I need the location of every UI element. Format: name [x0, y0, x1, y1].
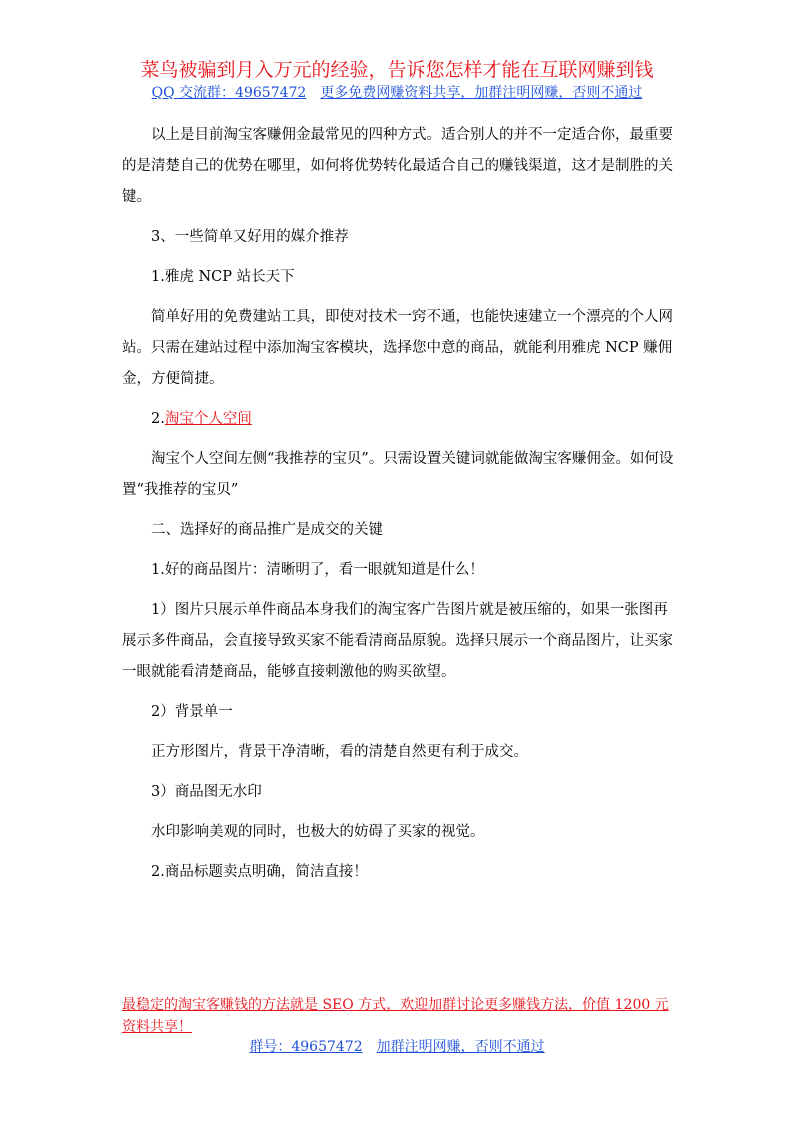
- paragraph: 正方形图片，背景干净清晰，看的清楚自然更有利于成交。: [151, 744, 528, 760]
- footer-group-link[interactable]: 群号：49657472: [249, 1039, 363, 1055]
- header-title: 菜鸟被骗到月入万元的经验，告诉您怎样才能在互联网赚到钱: [140, 59, 654, 81]
- list-item: 1.雅虎 NCP 站长天下: [151, 269, 295, 285]
- section-heading: 3、一些简单又好用的媒介推荐: [151, 229, 349, 245]
- paragraph: 1）图片只展示单件商品本身我们的淘宝客广告图片就是被压缩的，如果一张图再展示多件商品，会直接导致买家不能看清商品原貌。选择只展示一个商品图片，让买家一眼就能看清楚商品，能够直接刺激他的购买欲望。: [122, 602, 673, 680]
- list-item-prefix: 2.: [151, 411, 165, 427]
- header-subtitle: [0, 84, 794, 102]
- footer-group-line: [0, 1038, 794, 1056]
- qq-group-link[interactable]: QQ 交流群：49657472: [151, 85, 307, 101]
- list-item-link: [122, 404, 674, 435]
- footer-promo-link[interactable]: 最稳定的淘宝客赚钱的方法就是 SEO 方式，欢迎加群讨论更多赚钱方法，价值 1200 元资料共享！: [122, 997, 669, 1035]
- taobao-space-link[interactable]: 淘宝个人空间: [164, 411, 252, 427]
- paragraph: 水印影响美观的同时，也极大的妨碍了买家的视觉。: [151, 824, 485, 840]
- header-note-link[interactable]: 更多免费网赚资料共享，加群注明网赚，否则不通过: [320, 85, 643, 101]
- section-heading: 二、选择好的商品推广是成交的关键: [151, 522, 383, 538]
- document-body: [122, 120, 674, 888]
- list-item: 1.好的商品图片：清晰明了，看一眼就知道是什么！: [151, 562, 484, 578]
- paragraph: 简单好用的免费建站工具，即使对技术一窍不通，也能快速建立一个漂亮的个人网站。只需在建站过程中添加淘宝客模块，选择您中意的商品，就能利用雅虎 NCP 赚佣金，方便简捷。: [122, 309, 673, 387]
- list-item: 2.商品标题卖点明确，简洁直接！: [151, 864, 368, 880]
- list-item: 3）商品图无水印: [151, 784, 262, 800]
- footer-note-link[interactable]: 加群注明网赚，否则不通过: [376, 1039, 545, 1055]
- paragraph: 淘宝个人空间左侧“我推荐的宝贝”。只需设置关键词就能做淘宝客赚佣金。如何设置“我推荐的宝贝”: [122, 451, 674, 498]
- list-item: 2）背景单一: [151, 704, 233, 720]
- paragraph: 以上是目前淘宝客赚佣金最常见的四种方式。适合别人的并不一定适合你，最重要的是清楚自己的优势在哪里，如何将优势转化最适合自己的赚钱渠道，这才是制胜的关键。: [122, 127, 673, 205]
